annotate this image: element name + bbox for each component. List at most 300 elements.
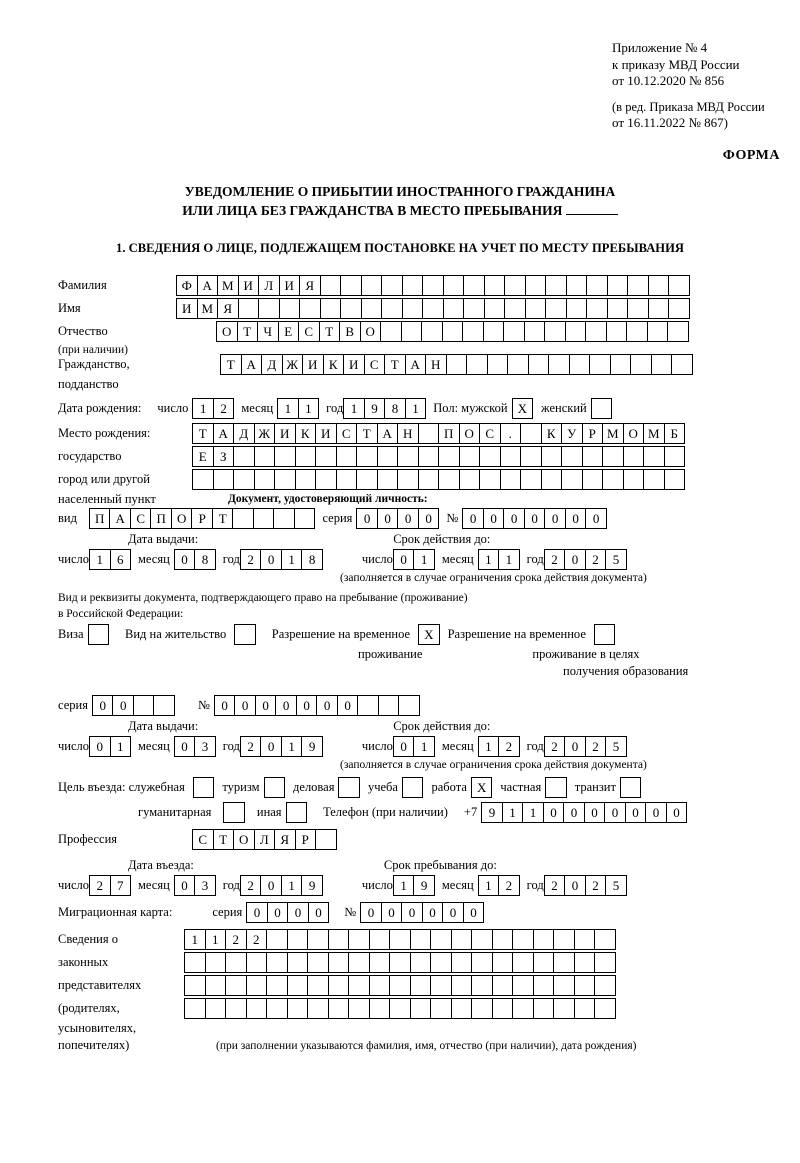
name-boxes[interactable] (176, 298, 689, 319)
char-cell[interactable] (492, 975, 514, 996)
char-cell[interactable]: Н (397, 423, 419, 444)
char-cell[interactable]: П (150, 508, 172, 529)
char-cell[interactable] (623, 469, 645, 490)
char-cell[interactable]: 0 (377, 508, 399, 529)
char-cell[interactable] (643, 446, 665, 467)
char-cell[interactable] (533, 998, 555, 1019)
char-cell[interactable] (410, 975, 432, 996)
char-cell[interactable] (287, 998, 309, 1019)
char-cell[interactable]: 0 (543, 802, 565, 823)
char-cell[interactable]: 0 (564, 875, 586, 896)
char-cell[interactable]: 9 (413, 875, 435, 896)
char-cell[interactable] (287, 952, 309, 973)
char-cell[interactable]: 0 (260, 736, 282, 757)
char-cell[interactable] (586, 275, 608, 296)
char-cell[interactable] (574, 998, 596, 1019)
char-cell[interactable]: С (479, 423, 501, 444)
char-cell[interactable] (586, 298, 608, 319)
char-cell[interactable] (402, 298, 424, 319)
char-cell[interactable]: К (323, 354, 345, 375)
char-cell[interactable] (500, 469, 522, 490)
char-cell[interactable] (336, 446, 358, 467)
char-cell[interactable] (307, 975, 329, 996)
char-cell[interactable]: 2 (213, 398, 235, 419)
char-cell[interactable] (574, 975, 596, 996)
char-cell[interactable]: 1 (281, 736, 303, 757)
char-cell[interactable]: Ч (257, 321, 279, 342)
birth-month-boxes[interactable] (277, 398, 318, 419)
birth-settlement-boxes[interactable] (192, 469, 684, 490)
char-cell[interactable] (626, 321, 648, 342)
char-cell[interactable]: 6 (110, 549, 132, 570)
char-cell[interactable]: 1 (281, 875, 303, 896)
char-cell[interactable] (389, 975, 411, 996)
char-cell[interactable]: Р (191, 508, 213, 529)
char-cell[interactable] (430, 975, 452, 996)
char-cell[interactable] (566, 298, 588, 319)
char-cell[interactable] (574, 929, 596, 950)
char-cell[interactable] (471, 952, 493, 973)
char-cell[interactable] (307, 998, 329, 1019)
citizenship-boxes[interactable] (220, 354, 692, 375)
permit-valid-month-boxes[interactable] (478, 736, 519, 757)
char-cell[interactable] (418, 446, 440, 467)
char-cell[interactable] (192, 469, 214, 490)
char-cell[interactable] (340, 298, 362, 319)
char-cell[interactable]: 0 (544, 508, 566, 529)
char-cell[interactable]: Е (192, 446, 214, 467)
char-cell[interactable] (561, 446, 583, 467)
birth-year-boxes[interactable] (343, 398, 425, 419)
char-cell[interactable]: 0 (524, 508, 546, 529)
char-cell[interactable] (410, 998, 432, 1019)
char-cell[interactable] (671, 354, 693, 375)
char-cell[interactable]: З (213, 446, 235, 467)
char-cell[interactable] (254, 469, 276, 490)
char-cell[interactable] (266, 929, 288, 950)
char-cell[interactable] (648, 298, 670, 319)
doc-issue-month-boxes[interactable] (174, 549, 215, 570)
char-cell[interactable] (378, 695, 400, 716)
char-cell[interactable] (287, 975, 309, 996)
char-cell[interactable] (328, 929, 350, 950)
char-cell[interactable]: М (602, 423, 624, 444)
purpose-humanitarian-checkbox[interactable] (223, 802, 245, 823)
char-cell[interactable] (430, 952, 452, 973)
permit-number-boxes[interactable] (214, 695, 419, 716)
char-cell[interactable]: 1 (478, 875, 500, 896)
char-cell[interactable]: Д (233, 423, 255, 444)
char-cell[interactable]: 1 (184, 929, 206, 950)
char-cell[interactable] (295, 469, 317, 490)
char-cell[interactable] (133, 695, 155, 716)
char-cell[interactable]: 9 (301, 736, 323, 757)
legal-rep-row-2-boxes[interactable] (184, 952, 615, 973)
char-cell[interactable] (418, 423, 440, 444)
char-cell[interactable] (483, 321, 505, 342)
char-cell[interactable] (418, 469, 440, 490)
char-cell[interactable]: 0 (442, 902, 464, 923)
entry-year-boxes[interactable] (240, 875, 322, 896)
permit-series-boxes[interactable] (92, 695, 174, 716)
char-cell[interactable]: 3 (194, 736, 216, 757)
char-cell[interactable] (524, 321, 546, 342)
visa-checkbox[interactable] (88, 624, 110, 645)
char-cell[interactable] (320, 275, 342, 296)
char-cell[interactable] (594, 975, 616, 996)
char-cell[interactable] (446, 354, 468, 375)
char-cell[interactable]: 1 (413, 736, 435, 757)
char-cell[interactable] (443, 298, 465, 319)
char-cell[interactable] (585, 321, 607, 342)
doc-issue-year-boxes[interactable] (240, 549, 322, 570)
char-cell[interactable]: А (197, 275, 219, 296)
char-cell[interactable] (307, 952, 329, 973)
char-cell[interactable] (459, 469, 481, 490)
char-cell[interactable] (401, 321, 423, 342)
char-cell[interactable] (582, 446, 604, 467)
char-cell[interactable] (479, 469, 501, 490)
char-cell[interactable] (356, 469, 378, 490)
char-cell[interactable] (389, 929, 411, 950)
char-cell[interactable]: 2 (585, 875, 607, 896)
char-cell[interactable] (205, 998, 227, 1019)
surname-boxes[interactable] (176, 275, 689, 296)
char-cell[interactable] (361, 298, 383, 319)
char-cell[interactable]: 1 (298, 398, 320, 419)
char-cell[interactable]: 1 (498, 549, 520, 570)
char-cell[interactable] (651, 354, 673, 375)
char-cell[interactable] (307, 929, 329, 950)
phone-boxes[interactable] (481, 802, 686, 823)
char-cell[interactable] (421, 321, 443, 342)
char-cell[interactable]: Р (295, 829, 317, 850)
char-cell[interactable]: И (315, 423, 337, 444)
char-cell[interactable] (627, 275, 649, 296)
char-cell[interactable]: О (459, 423, 481, 444)
char-cell[interactable]: 0 (260, 875, 282, 896)
char-cell[interactable]: О (171, 508, 193, 529)
char-cell[interactable] (377, 469, 399, 490)
char-cell[interactable] (315, 446, 337, 467)
char-cell[interactable]: 1 (405, 398, 427, 419)
char-cell[interactable] (274, 469, 296, 490)
char-cell[interactable] (602, 446, 624, 467)
char-cell[interactable] (627, 298, 649, 319)
purpose-official-checkbox[interactable] (193, 777, 215, 798)
char-cell[interactable] (225, 952, 247, 973)
char-cell[interactable]: В (339, 321, 361, 342)
char-cell[interactable]: 1 (478, 549, 500, 570)
char-cell[interactable]: 0 (174, 549, 196, 570)
char-cell[interactable] (541, 469, 563, 490)
char-cell[interactable]: 2 (544, 549, 566, 570)
char-cell[interactable] (369, 975, 391, 996)
char-cell[interactable] (504, 298, 526, 319)
char-cell[interactable]: 0 (463, 902, 485, 923)
char-cell[interactable]: Л (254, 829, 276, 850)
doc-kind-boxes[interactable] (89, 508, 315, 529)
char-cell[interactable]: 0 (584, 802, 606, 823)
char-cell[interactable] (253, 508, 275, 529)
char-cell[interactable]: О (233, 829, 255, 850)
char-cell[interactable] (381, 298, 403, 319)
char-cell[interactable]: О (623, 423, 645, 444)
char-cell[interactable]: Т (212, 508, 234, 529)
char-cell[interactable] (533, 975, 555, 996)
char-cell[interactable]: 2 (498, 875, 520, 896)
char-cell[interactable] (299, 298, 321, 319)
permit-issue-day-boxes[interactable] (89, 736, 130, 757)
char-cell[interactable] (246, 998, 268, 1019)
char-cell[interactable] (328, 975, 350, 996)
char-cell[interactable] (328, 952, 350, 973)
char-cell[interactable]: Р (582, 423, 604, 444)
char-cell[interactable]: 0 (422, 902, 444, 923)
char-cell[interactable]: 1 (192, 398, 214, 419)
char-cell[interactable]: 0 (316, 695, 338, 716)
char-cell[interactable]: 1 (89, 549, 111, 570)
char-cell[interactable]: Ф (176, 275, 198, 296)
char-cell[interactable] (397, 469, 419, 490)
char-cell[interactable]: 2 (246, 929, 268, 950)
char-cell[interactable]: 0 (564, 736, 586, 757)
char-cell[interactable]: А (377, 423, 399, 444)
char-cell[interactable]: И (176, 298, 198, 319)
char-cell[interactable] (471, 929, 493, 950)
char-cell[interactable] (266, 975, 288, 996)
char-cell[interactable] (438, 469, 460, 490)
char-cell[interactable] (287, 929, 309, 950)
char-cell[interactable]: 0 (337, 695, 359, 716)
purpose-private-checkbox[interactable] (545, 777, 567, 798)
char-cell[interactable] (369, 929, 391, 950)
char-cell[interactable] (315, 469, 337, 490)
char-cell[interactable] (507, 354, 529, 375)
char-cell[interactable] (520, 423, 542, 444)
char-cell[interactable] (492, 929, 514, 950)
char-cell[interactable] (430, 998, 452, 1019)
permit-issue-year-boxes[interactable] (240, 736, 322, 757)
char-cell[interactable]: 1 (502, 802, 524, 823)
char-cell[interactable]: 0 (503, 508, 525, 529)
char-cell[interactable] (451, 929, 473, 950)
char-cell[interactable]: 0 (174, 875, 196, 896)
char-cell[interactable] (500, 446, 522, 467)
char-cell[interactable]: 2 (240, 875, 262, 896)
char-cell[interactable] (279, 298, 301, 319)
char-cell[interactable]: У (561, 423, 583, 444)
char-cell[interactable] (520, 446, 542, 467)
doc-issue-day-boxes[interactable] (89, 549, 130, 570)
char-cell[interactable] (541, 446, 563, 467)
char-cell[interactable]: 0 (625, 802, 647, 823)
char-cell[interactable]: 2 (89, 875, 111, 896)
char-cell[interactable] (484, 275, 506, 296)
char-cell[interactable] (607, 298, 629, 319)
char-cell[interactable] (664, 469, 686, 490)
char-cell[interactable] (462, 321, 484, 342)
char-cell[interactable] (184, 998, 206, 1019)
char-cell[interactable] (266, 952, 288, 973)
char-cell[interactable]: О (216, 321, 238, 342)
char-cell[interactable]: 2 (585, 736, 607, 757)
stay-month-boxes[interactable] (478, 875, 519, 896)
char-cell[interactable]: М (197, 298, 219, 319)
char-cell[interactable]: 0 (401, 902, 423, 923)
char-cell[interactable] (525, 298, 547, 319)
char-cell[interactable] (630, 354, 652, 375)
char-cell[interactable]: Ж (282, 354, 304, 375)
char-cell[interactable] (232, 508, 254, 529)
char-cell[interactable] (357, 695, 379, 716)
char-cell[interactable] (320, 298, 342, 319)
char-cell[interactable] (369, 998, 391, 1019)
char-cell[interactable] (553, 929, 575, 950)
char-cell[interactable] (369, 952, 391, 973)
char-cell[interactable] (438, 446, 460, 467)
char-cell[interactable] (610, 354, 632, 375)
char-cell[interactable] (607, 275, 629, 296)
char-cell[interactable] (647, 321, 669, 342)
char-cell[interactable] (565, 321, 587, 342)
char-cell[interactable] (340, 275, 362, 296)
char-cell[interactable] (410, 952, 432, 973)
char-cell[interactable]: 7 (110, 875, 132, 896)
char-cell[interactable]: Я (299, 275, 321, 296)
char-cell[interactable]: 0 (92, 695, 114, 716)
char-cell[interactable]: 0 (89, 736, 111, 757)
char-cell[interactable]: 0 (381, 902, 403, 923)
doc-series-boxes[interactable] (356, 508, 438, 529)
char-cell[interactable] (548, 354, 570, 375)
char-cell[interactable] (484, 298, 506, 319)
char-cell[interactable] (422, 298, 444, 319)
char-cell[interactable] (389, 952, 411, 973)
char-cell[interactable]: 0 (397, 508, 419, 529)
char-cell[interactable] (569, 354, 591, 375)
purpose-transit-checkbox[interactable] (620, 777, 642, 798)
char-cell[interactable] (184, 975, 206, 996)
char-cell[interactable] (153, 695, 175, 716)
char-cell[interactable] (258, 298, 280, 319)
char-cell[interactable] (487, 354, 509, 375)
char-cell[interactable]: С (130, 508, 152, 529)
char-cell[interactable]: Т (319, 321, 341, 342)
char-cell[interactable]: 0 (563, 802, 585, 823)
char-cell[interactable]: 0 (246, 902, 268, 923)
char-cell[interactable]: 0 (112, 695, 134, 716)
char-cell[interactable] (348, 975, 370, 996)
char-cell[interactable] (512, 975, 534, 996)
char-cell[interactable]: 0 (260, 549, 282, 570)
char-cell[interactable]: 0 (418, 508, 440, 529)
char-cell[interactable]: 1 (393, 875, 415, 896)
char-cell[interactable] (451, 975, 473, 996)
char-cell[interactable] (553, 998, 575, 1019)
char-cell[interactable] (246, 952, 268, 973)
char-cell[interactable] (594, 998, 616, 1019)
temp-residence-checkbox[interactable]: X (418, 624, 440, 645)
char-cell[interactable] (328, 998, 350, 1019)
char-cell[interactable]: 0 (645, 802, 667, 823)
char-cell[interactable]: 1 (277, 398, 299, 419)
char-cell[interactable] (561, 469, 583, 490)
char-cell[interactable]: 0 (308, 902, 330, 923)
char-cell[interactable] (528, 354, 550, 375)
char-cell[interactable] (238, 298, 260, 319)
legal-rep-row-4-boxes[interactable] (184, 998, 615, 1019)
char-cell[interactable]: 2 (240, 736, 262, 757)
char-cell[interactable]: И (279, 275, 301, 296)
char-cell[interactable] (525, 275, 547, 296)
char-cell[interactable] (348, 952, 370, 973)
char-cell[interactable] (512, 929, 534, 950)
char-cell[interactable] (398, 695, 420, 716)
char-cell[interactable] (533, 929, 555, 950)
residence-permit-checkbox[interactable] (234, 624, 256, 645)
char-cell[interactable] (254, 446, 276, 467)
char-cell[interactable]: 9 (481, 802, 503, 823)
char-cell[interactable] (205, 975, 227, 996)
char-cell[interactable]: 0 (234, 695, 256, 716)
char-cell[interactable] (361, 275, 383, 296)
char-cell[interactable] (348, 929, 370, 950)
char-cell[interactable] (648, 275, 670, 296)
purpose-tourism-checkbox[interactable] (264, 777, 286, 798)
char-cell[interactable] (566, 275, 588, 296)
char-cell[interactable] (471, 998, 493, 1019)
char-cell[interactable] (471, 975, 493, 996)
char-cell[interactable]: 8 (384, 398, 406, 419)
entry-month-boxes[interactable] (174, 875, 215, 896)
legal-rep-row-3-boxes[interactable] (184, 975, 615, 996)
char-cell[interactable]: 2 (544, 736, 566, 757)
char-cell[interactable] (294, 508, 316, 529)
doc-number-boxes[interactable] (462, 508, 606, 529)
patronymic-boxes[interactable] (216, 321, 688, 342)
sex-female-checkbox[interactable] (591, 398, 613, 419)
char-cell[interactable]: А (241, 354, 263, 375)
char-cell[interactable] (377, 446, 399, 467)
char-cell[interactable]: М (217, 275, 239, 296)
char-cell[interactable]: . (500, 423, 522, 444)
char-cell[interactable]: 0 (393, 549, 415, 570)
char-cell[interactable]: 0 (564, 549, 586, 570)
char-cell[interactable] (594, 929, 616, 950)
permit-issue-month-boxes[interactable] (174, 736, 215, 757)
char-cell[interactable]: М (643, 423, 665, 444)
char-cell[interactable]: Л (258, 275, 280, 296)
char-cell[interactable]: 2 (544, 875, 566, 896)
char-cell[interactable]: 0 (267, 902, 289, 923)
char-cell[interactable] (442, 321, 464, 342)
char-cell[interactable] (233, 469, 255, 490)
char-cell[interactable] (422, 275, 444, 296)
doc-valid-month-boxes[interactable] (478, 549, 519, 570)
purpose-other-checkbox[interactable] (286, 802, 308, 823)
char-cell[interactable]: Я (274, 829, 296, 850)
char-cell[interactable] (381, 275, 403, 296)
char-cell[interactable] (184, 952, 206, 973)
char-cell[interactable]: 0 (360, 902, 382, 923)
char-cell[interactable] (463, 298, 485, 319)
char-cell[interactable]: 9 (301, 875, 323, 896)
char-cell[interactable]: 1 (110, 736, 132, 757)
char-cell[interactable]: И (343, 354, 365, 375)
char-cell[interactable] (553, 975, 575, 996)
char-cell[interactable]: А (213, 423, 235, 444)
